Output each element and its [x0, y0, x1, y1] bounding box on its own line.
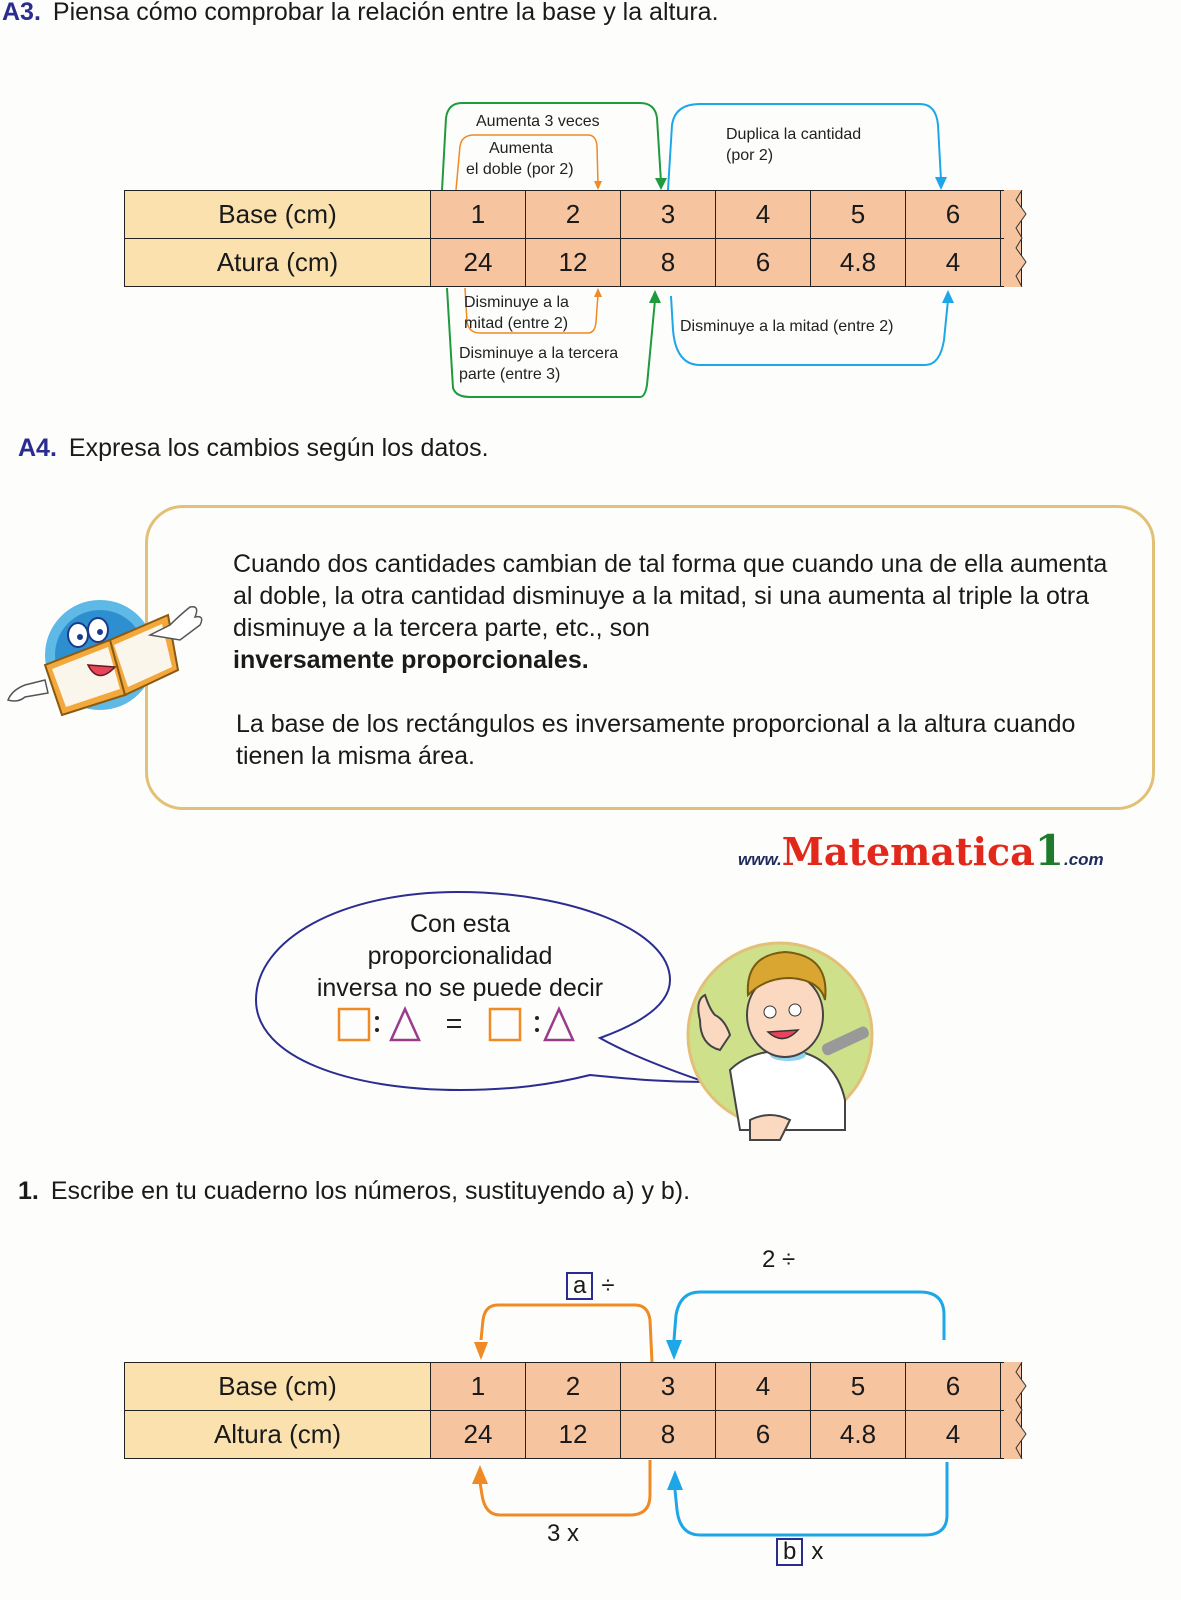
table-cell: 6 — [905, 1362, 1000, 1410]
definition-bold-term: inversamente proporcionales. — [233, 646, 589, 674]
ratio-equation — [330, 1004, 590, 1044]
ex1-row-base — [124, 1362, 1022, 1410]
bubble-line-2: proporcionalidad — [367, 942, 553, 970]
table-cell: 4.8 — [810, 238, 905, 287]
bottom-orange-operation: 3 x — [547, 1520, 580, 1547]
annotation-disminuye-mitad-line1: Disminuye a la — [464, 294, 569, 311]
top-orange-operation — [566, 1272, 615, 1300]
annotation-duplica-line2: (por 2) — [726, 147, 774, 164]
annotation-disminuye-mitad-blue: Disminuye a la mitad (entre 2) — [680, 318, 894, 335]
exercise-1-heading — [18, 1177, 690, 1206]
row-label: Base (cm) — [124, 1362, 430, 1410]
exercise-1-number: 1. — [18, 1177, 39, 1205]
table-cell: 4.8 — [810, 1410, 905, 1459]
speech-bubble-text — [280, 908, 640, 1004]
a3-number: A3. — [2, 0, 41, 26]
brand-www: www. — [738, 850, 782, 869]
table-cell: 5 — [810, 190, 905, 238]
triangle-icon — [545, 1009, 573, 1040]
table-cell: 2 — [525, 1362, 620, 1410]
annotation-aumenta-3-veces: Aumenta 3 veces — [476, 113, 600, 130]
square-icon — [490, 1009, 520, 1040]
row-label: Atura (cm) — [124, 238, 430, 287]
table-cell: 3 — [620, 1362, 715, 1410]
book-mascot-icon — [0, 585, 210, 720]
brand-name: Matematica — [781, 829, 1035, 874]
table-cell: 2 — [525, 190, 620, 238]
answer-box-a[interactable]: a — [566, 1272, 593, 1300]
a3-row-altura — [124, 238, 1022, 286]
table-cell: 4 — [715, 1362, 810, 1410]
triangle-icon — [391, 1009, 419, 1040]
a3-row-base — [124, 190, 1022, 238]
table-cell: 3 — [620, 190, 715, 238]
table-cell: 12 — [525, 238, 620, 287]
torn-edge-icon — [1004, 190, 1038, 287]
exercise-1-title: Escribe en tu cuaderno los números, sustituyendo a) y b). — [50, 1177, 691, 1205]
table-cell: 8 — [620, 1410, 715, 1459]
table-cell: 4 — [905, 1410, 1000, 1459]
table-cell: 1 — [430, 1362, 525, 1410]
a3-title: Piensa cómo comprobar la relación entre la base y la altura. — [52, 0, 719, 26]
brand-logo — [738, 826, 1104, 875]
annotation-aumenta-line2: el doble (por 2) — [466, 161, 574, 178]
bubble-line-1: Con esta — [409, 910, 511, 938]
exercise-1-table — [124, 1362, 1020, 1459]
annotation-disminuye-tercera-line1: Disminuye a la tercera — [459, 345, 619, 362]
a4-heading — [18, 434, 489, 463]
table-cell: 24 — [430, 238, 525, 287]
table-cell: 1 — [430, 190, 525, 238]
definition-text-regular: Cuando dos cantidades cambian de tal forma que cuando una de ella aumenta al doble, la otra cantidad disminuye a la mitad, si una aumenta al triple la otra disminuye a la tercera parte, etc., son — [233, 550, 1108, 642]
table-cell: 6 — [905, 190, 1000, 238]
table-cell: 6 — [715, 238, 810, 287]
a4-title: Expresa los cambios según los datos. — [68, 434, 489, 462]
brand-com: .com — [1064, 850, 1104, 869]
multiply-operator: x — [811, 1538, 824, 1565]
row-label: Altura (cm) — [124, 1410, 430, 1459]
table-cell: 8 — [620, 238, 715, 287]
table-cell: 12 — [525, 1410, 620, 1459]
annotation-disminuye-tercera-line2: parte (entre 3) — [459, 366, 561, 383]
annotation-disminuye-mitad-line2: mitad (entre 2) — [464, 315, 569, 332]
annotation-duplica-line1: Duplica la cantidad — [726, 126, 862, 143]
brand-one: 1 — [1034, 826, 1064, 875]
row-label: Base (cm) — [124, 190, 430, 238]
table-cell: 24 — [430, 1410, 525, 1459]
torn-edge-icon — [1004, 1362, 1038, 1459]
annotation-aumenta-line1: Aumenta — [489, 140, 554, 157]
a4-number: A4. — [18, 434, 57, 462]
table-cell: 5 — [810, 1362, 905, 1410]
answer-box-b[interactable]: b — [776, 1538, 803, 1566]
top-blue-operation: 2 ÷ — [762, 1246, 796, 1273]
bottom-blue-operation — [776, 1538, 823, 1566]
ex1-row-altura — [124, 1410, 1022, 1458]
divide-operator: ÷ — [601, 1272, 615, 1299]
boy-character-icon — [670, 940, 885, 1150]
square-icon — [339, 1009, 369, 1040]
definition-text — [233, 548, 1133, 772]
table-cell: 4 — [905, 238, 1000, 287]
table-cell: 4 — [715, 190, 810, 238]
table-cell: 6 — [715, 1410, 810, 1459]
a3-table — [124, 190, 1020, 287]
bubble-line-3: inversa no se puede decir — [316, 974, 604, 1002]
definition-paragraph-2: La base de los rectángulos es inversamente proporcional a la altura cuando tienen la misma área. — [236, 710, 1076, 770]
definition-paragraph-1 — [233, 548, 1133, 676]
